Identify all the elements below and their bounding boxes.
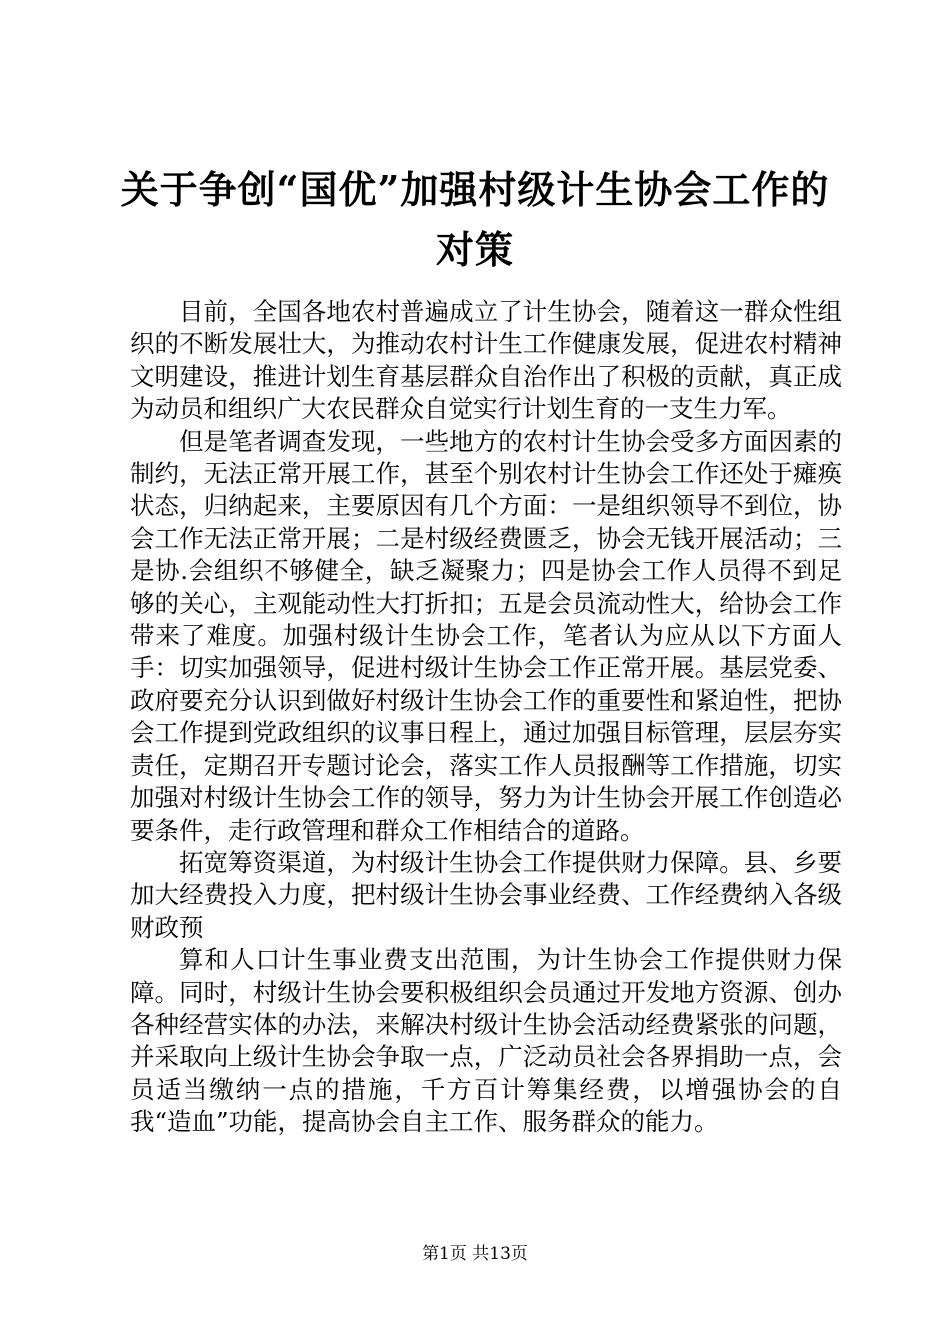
document-title: 关于争创“国优”加强村级计生协会工作的对策 xyxy=(120,167,830,272)
paragraph-1: 目前，全国各地农村普遍成立了计生协会，随着这一群众性组织的不断发展壮大，为推动农村计生工作健康发展，促进农村精神文明建设，推进计划生育基层群众自治作出了积极的贡献，真正成为动员和组织广大农民群众自觉实行计划生育的一支生力军。 xyxy=(130,297,842,424)
page-number-footer: 第1页 共13页 xyxy=(422,1244,528,1264)
document-body xyxy=(130,296,842,1139)
paragraph-2: 但是笔者调查发现，一些地方的农村计生协会受多方面因素的制约，无法正常开展工作，甚至个别农村计生协会工作还处于瘫痪状态，归纳起来，主要原因有几个方面：一是组织领导不到位，协会工作无法正常开展；二是村级经费匮乏，协会无钱开展活动；三是协.会组织不够健全，缺乏凝聚力；四是协会工作人员得不到足够的关心，主观能动性大打折扣；五是会员流动性大，给协会工作带来了难度。加强村级计生协会工作，笔者认为应从以下方面人手：切实加强领导，促进村级计生协会工作正常开展。基层党委、政府要充分认识到做好村级计生协会工作的重要性和紧迫性，把协会工作提到党政组织的议事日程上，通过加强目标管理，层层夯实责任，定期召开专题讨论会，落实工作人员报酬等工作措施，切实加强对村级计生协会工作的领导，努力为计生协会开展工作创造必要条件，走行政管理和群众工作相结合的道路。 xyxy=(130,426,842,845)
paragraph-3: 拓宽筹资渠道，为村级计生协会工作提供财力保障。县、乡要加大经费投入力度，把村级计生协会事业经费、工作经费纳入各级财政预 xyxy=(130,847,842,942)
paragraph-4: 算和人口计生事业费支出范围，为计生协会工作提供财力保障。同时，村级计生协会要积极组织会员通过开发地方资源、创办各种经营实体的办法，来解决村级计生协会活动经费紧张的问题，并采取向上级计生协会争取一点，广泛动员社会各界捐助一点，会员适当缴纳一点的措施，千方百计筹集经费，以增强协会的自我“造血”功能，提高协会自主工作、服务群众的能力。 xyxy=(130,945,842,1137)
